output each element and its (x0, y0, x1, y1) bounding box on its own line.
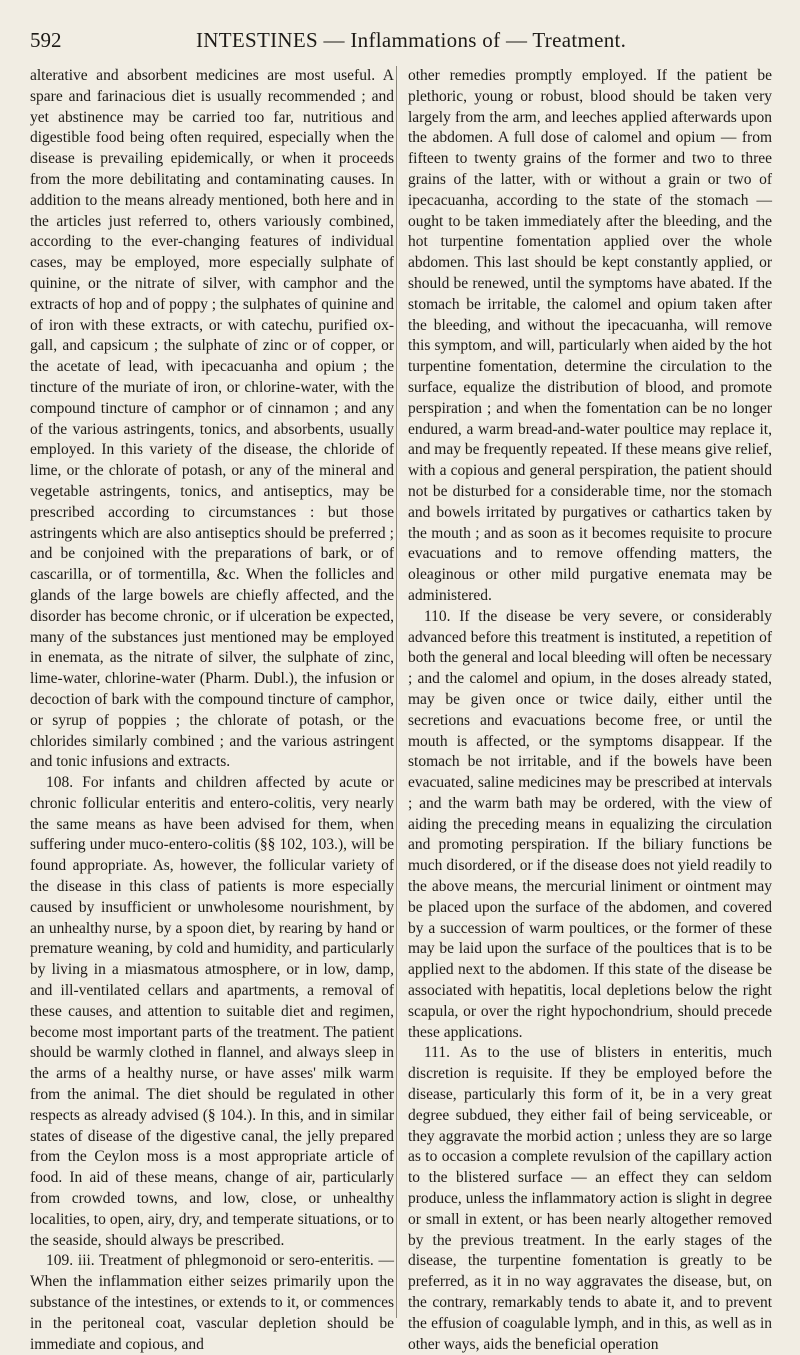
paragraph-109: 109. iii. Treatment of phlegmonoid or sero-enteritis. — When the inflammation either seizes primarily upon the substance of the intestines, or extends to it, or commences in the peritoneal coat, vascular depletion should be immediate and copious, and (30, 1252, 394, 1353)
running-header (30, 28, 770, 58)
left-column (30, 66, 394, 1355)
paragraph-111: 111. As to the use of blisters in enteritis, much discretion is requisite. If they be employed before the disease, particularly this form of it, be in a very great degree subdued, they either fail of being serviceable, or they aggravate the morbid action ; unless they are so large as to occasion a complete revulsion of the capillary action to the blistered surface — an effect they can seldom produce, unless the inflammatory action is slight in degree or small in extent, or has been nearly altogether removed by the previous treatment. In the early stages of the disease, the turpentine fomentation is greatly to be preferred, as it in no way aggravates the disease, but, on the contrary, remarkably tends to abate it, and to prevent the effusion of coagulable lymph, and in this, as well as in other ways, aids the beneficial operation (408, 1044, 772, 1353)
right-column (408, 66, 772, 1355)
paragraph: alterative and absorbent medicines are most useful. A spare and farinacious diet is usually recommended ; and yet abstinence may be carried too far, nutritious and digestible food being often required, especially when the disease is prevailing epidemically, or when it proceeds from the more debilitating and contaminating causes. In addition to the means already mentioned, both here and in the articles just referred to, others variously combined, according to the ever-changing features of individual cases, may be employed, more especially sulphate of quinine, or the nitrate of silver, with camphor and the extracts of hop and of poppy ; the sulphates of quinine and of iron with these extracts, or with catechu, purified ox-gall, and capsicum ; the sulphate of zinc or of copper, or the acetate of lead, with ipecacuanha and opium ; the tincture of the muriate of iron, or chlorine-water, with the compound tincture of camphor or of cinnamon ; and any of the various astringents, tonics, and absorbents, usually employed. In this variety of the disease, the chloride of lime, or the chlorate of potash, or any of the mineral and vegetable astringents, tonics, and antiseptics, may be prescribed according to circumstances : but those astringents which are also antiseptics should be preferred ; and be conjoined with the preparations of bark, or of cascarilla, or of tormentilla, &c. When the follicles and glands of the large bowels are chiefly affected, and the disorder has become chronic, or if ulceration be expected, many of the substances just mentioned may be employed in enemata, as the nitrate of silver, the sulphate of zinc, lime-water, chlorine-water (Pharm. Dubl.), the infusion or decoction of bark with the compound tincture of camphor, or syrup of poppies ; the chlorate of potash, or the chlorides similarly combined ; and the various astringent and tonic infusions and extracts. (30, 67, 394, 771)
paragraph-108: 108. For infants and children affected by acute or chronic follicular enteritis and entero-colitis, very nearly the same means as have been advised for them, when suffering under muco-entero-colitis (§§ 102, 103.), will be found appropriate. As, however, the follicular variety of the disease in this class of patients is more especially caused by insufficient or unwholesome nourishment, by an unhealthy nurse, by a spoon diet, by rearing by hand or premature weaning, by cold and humidity, and particularly by living in a miasmatous atmosphere, or in low, damp, and ill-ventilated cellars and apartments, a removal of these causes, and attention to suitable diet and regimen, become most important parts of the treatment. The patient should be warmly clothed in flannel, and always sleep in the arms of a healthy nurse, or have asses' milk warm from the animal. The diet should be regulated in other respects as already advised (§ 104.). In this, and in similar states of disease of the digestive canal, the jelly prepared from the Ceylon moss is a most appropriate article of food. In aid of these means, change of air, particularly from crowded towns, and low, close, or unhealthy localities, to open, airy, dry, and temperate situations, or to the seaside, should always be prescribed. (30, 774, 394, 1249)
column-divider (396, 66, 397, 1318)
paragraph: other remedies promptly employed. If the patient be plethoric, young or robust, blood should be taken very largely from the arm, and leeches applied afterwards upon the abdomen. A full dose of calomel and opium — from fifteen to twenty grains of the former and two to three grains of the latter, with or without a grain or two of ipecacuanha, according to the state of the stomach — ought to be taken immediately after the bleeding, and the hot turpentine fomentation applied over the whole abdomen. This last should be kept constantly applied, or should be renewed, until the symptoms have abated. If the stomach be irritable, the calomel and opium taken after the bleeding, and without the ipecacuanha, will remove this symptom, and will, particularly when aided by the hot turpentine fomentation, determine the circulation to the surface, equalize the distribution of blood, and promote perspiration ; and when the fomentation can be no longer endured, a warm bread-and-water poultice may replace it, and may be frequently repeated. If these means give relief, with a copious and general perspiration, the patient should not be disturbed for a considerable time, nor the stomach and bowels irritated by purgatives or cathartics taken by the mouth ; and as soon as it becomes requisite to procure evacuations and to remove offending matters, the oleaginous or other mild purgative enemata may be administered. (408, 67, 772, 604)
paragraph-110: 110. If the disease be very severe, or considerably advanced before this treatment is instituted, a repetition of both the general and local bleeding will often be necessary ; and the calomel and opium, in the doses already stated, may be given once or twice daily, either until the secretions and evacuations become free, or until the mouth is affected, or the symptoms disappear. If the stomach be not irritable, and if the bowels have been evacuated, saline medicines may be prescribed at intervals ; and the warm bath may be ordered, with the view of aiding the preceding means in equalizing the circulation and promoting perspiration. If the biliary functions be much disordered, or if the disease does not yield readily to the above means, the mercurial liniment or ointment may be placed upon the surface of the abdomen, and covered by a succession of warm poultices, or the former of these may be laid upon the surface of the poultices that is to be applied next to the abdomen. If this state of the disease be associated with hepatitis, local depletions below the right scapula, or over the right hypochondrium, should precede these applications. (408, 607, 772, 1041)
page-number: 592 (30, 28, 62, 52)
running-title: INTESTINES — Inflammations of — Treatment. (196, 28, 627, 52)
